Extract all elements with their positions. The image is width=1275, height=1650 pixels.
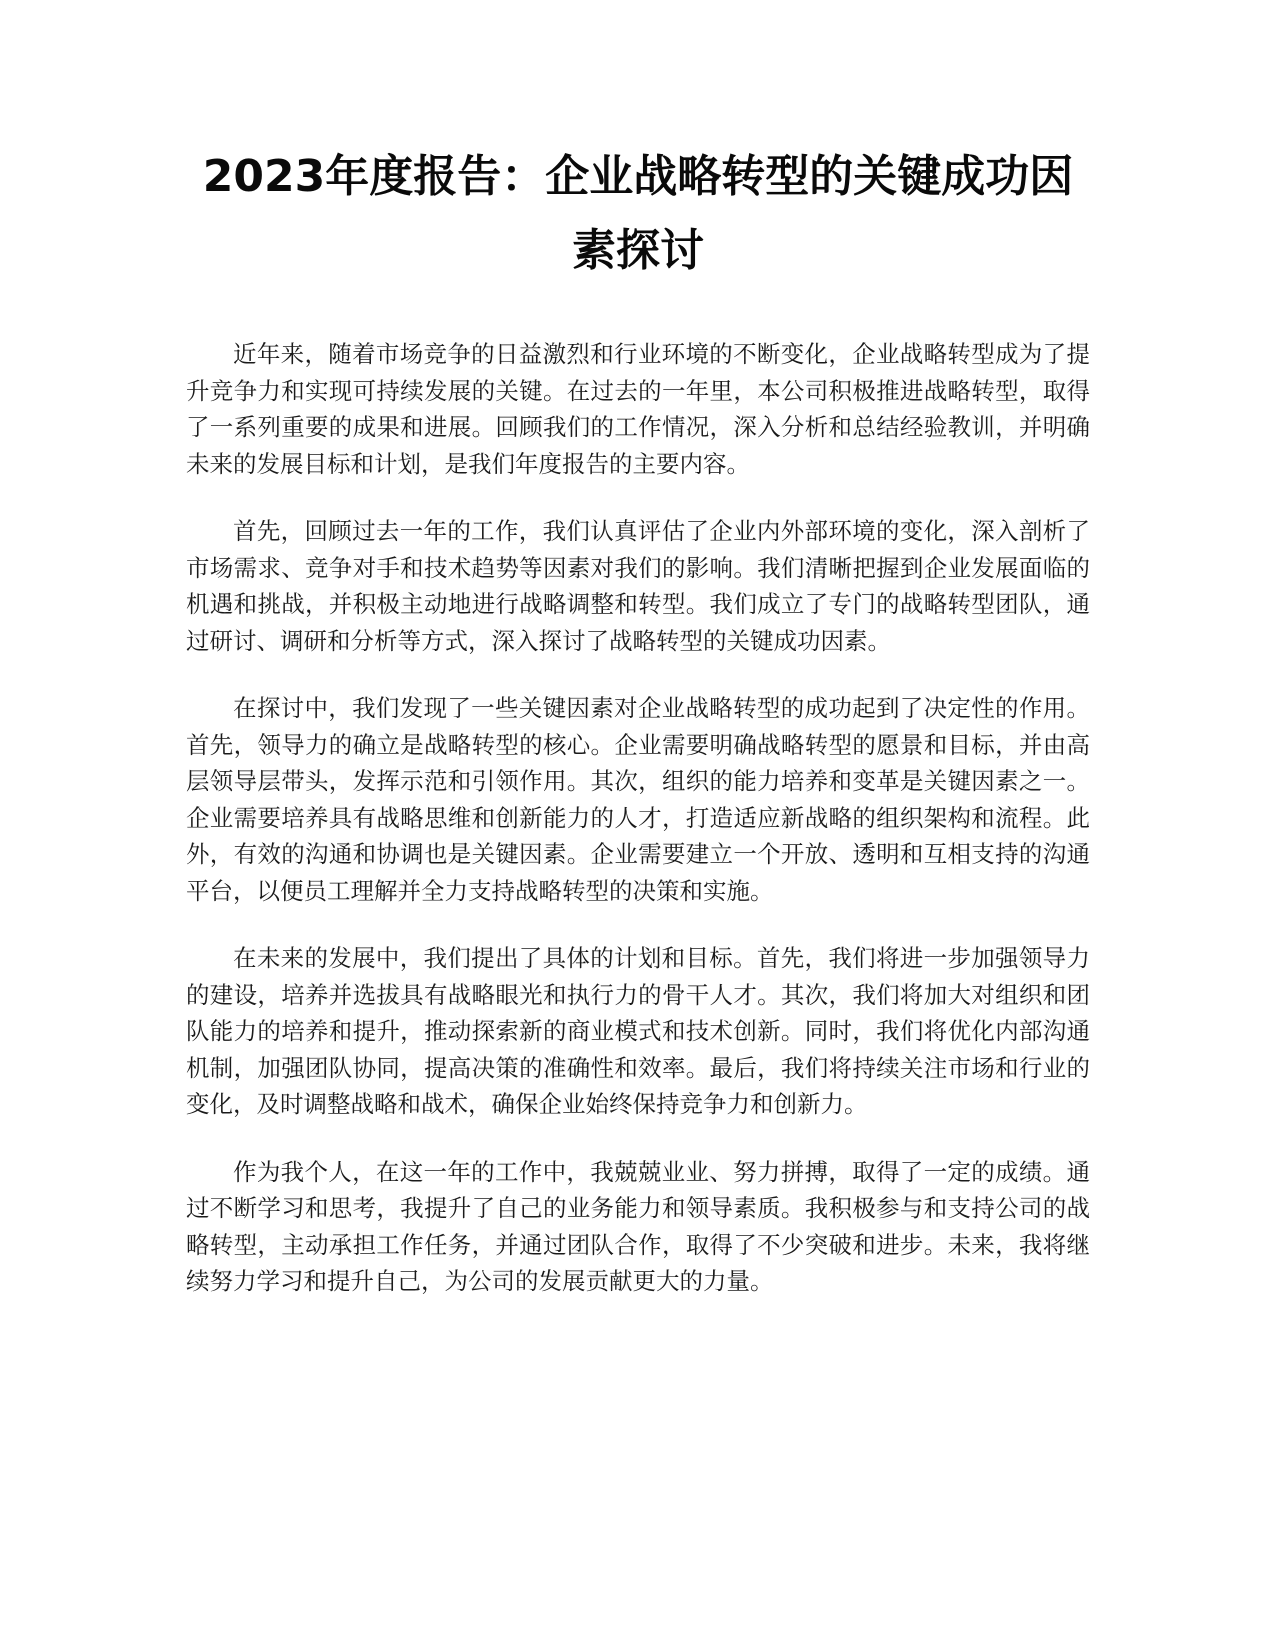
document-title: 2023年度报告：企业战略转型的关键成功因素探讨: [202, 151, 1074, 276]
paragraph-2: 首先，回顾过去一年的工作，我们认真评估了企业内外部环境的变化，深入剖析了市场需求、竞争对手和技术趋势等因素对我们的影响。我们清晰把握到企业发展面临的机遇和挑战，并积极主动地进行战略调整和转型。我们成立了专门的战略转型团队，通过研讨、调研和分析等方式，深入探讨了战略转型的关键成功因素。: [186, 517, 1090, 655]
document-page: [186, 140, 1090, 1331]
document-body: [186, 336, 1090, 1300]
paragraph-3: 在探讨中，我们发现了一些关键因素对企业战略转型的成功起到了决定性的作用。首先，领导力的确立是战略转型的核心。企业需要明确战略转型的愿景和目标，并由高层领导层带头，发挥示范和引领作用。其次，组织的能力培养和变革是关键因素之一。企业需要培养具有战略思维和创新能力的人才，打造适应新战略的组织架构和流程。此外，有效的沟通和协调也是关键因素。企业需要建立一个开放、透明和互相支持的沟通平台，以便员工理解并全力支持战略转型的决策和实施。: [186, 694, 1090, 905]
paragraph-5: 作为我个人，在这一年的工作中，我兢兢业业、努力拼搏，取得了一定的成绩。通过不断学习和思考，我提升了自己的业务能力和领导素质。我积极参与和支持公司的战略转型，主动承担工作任务，并通过团队合作，取得了不少突破和进步。未来，我将继续努力学习和提升自己，为公司的发展贡献更大的力量。: [186, 1157, 1090, 1295]
paragraph-1: 近年来，随着市场竞争的日益激烈和行业环境的不断变化，企业战略转型成为了提升竞争力和实现可持续发展的关键。在过去的一年里，本公司积极推进战略转型，取得了一系列重要的成果和进展。回顾我们的工作情况，深入分析和总结经验教训，并明确未来的发展目标和计划，是我们年度报告的主要内容。: [186, 340, 1090, 478]
paragraph-4: 在未来的发展中，我们提出了具体的计划和目标。首先，我们将进一步加强领导力的建设，培养并选拔具有战略眼光和执行力的骨干人才。其次，我们将加大对组织和团队能力的培养和提升，推动探索新的商业模式和技术创新。同时，我们将优化内部沟通机制，加强团队协同，提高决策的准确性和效率。最后，我们将持续关注市场和行业的变化，及时调整战略和战术，确保企业始终保持竞争力和创新力。: [186, 944, 1090, 1118]
